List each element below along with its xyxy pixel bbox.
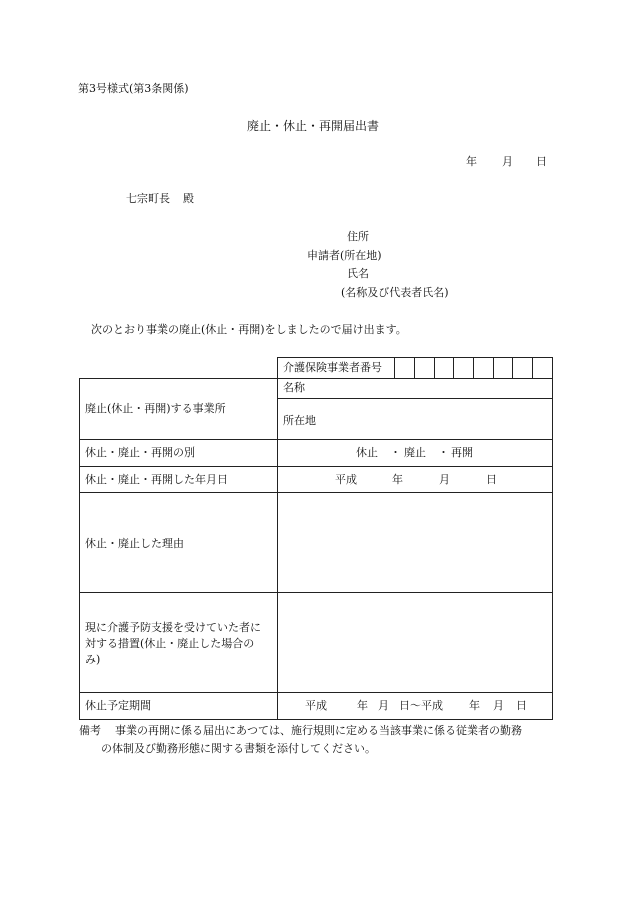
remarks-line-1: 事業の再開に係る届出にあつては、施行規則に定める当該事業に係る従業者の勤務 — [115, 724, 522, 737]
type-separator-1: ・ — [390, 446, 401, 459]
remarks-line-2: の体制及び勤務形態に関する書類を添付してください。 — [101, 742, 376, 755]
facility-label: 廃止(休止・再開)する事業所 — [85, 402, 226, 415]
provider-number-input[interactable] — [395, 358, 552, 378]
date-month-label: 月 — [502, 155, 513, 168]
document-title: 廃止・休止・再開届出書 — [247, 119, 380, 133]
measures-label-line-3: み) — [85, 653, 101, 666]
reason-input[interactable] — [278, 493, 552, 592]
name-note: (名称及び代表者氏名) — [341, 286, 449, 299]
addressee-name: 七宗町長 — [126, 192, 170, 205]
notification-form-table — [79, 357, 552, 719]
measures-label-line-2: 対する措置(休止・廃止した場合の — [85, 637, 255, 650]
measures-input[interactable] — [278, 593, 552, 692]
facility-name-label: 名称 — [283, 381, 305, 394]
period-day-2: 日 — [516, 699, 527, 712]
facility-location-label: 所在地 — [283, 414, 316, 427]
type-separator-2: ・ — [438, 446, 449, 459]
facility-location-input[interactable] — [325, 399, 551, 439]
intro-text: 次のとおり事業の廃止(休止・再開)をしましたので届け出ます。 — [91, 323, 407, 336]
reason-label: 休止・廃止した理由 — [85, 537, 184, 550]
date-row-era: 平成 — [335, 473, 357, 486]
address-label: 住所 — [347, 230, 369, 243]
period-month-2: 月 — [493, 699, 504, 712]
type-option-suspend[interactable]: 休止 — [356, 446, 378, 459]
period-era-start: 平成 — [305, 699, 327, 712]
name-label: 氏名 — [347, 267, 369, 280]
applicant-label: 申請者(所在地) — [307, 249, 382, 262]
facility-name-input[interactable] — [315, 379, 551, 398]
type-option-abolish[interactable]: 廃止 — [404, 446, 426, 459]
period-year-1: 年 — [357, 699, 368, 712]
date-day-label: 日 — [536, 155, 547, 168]
date-year-label: 年 — [466, 155, 477, 168]
type-option-resume[interactable]: 再開 — [451, 446, 473, 459]
provider-number-label: 介護保険事業者番号 — [283, 361, 382, 374]
form-number: 第3号様式(第3条関係) — [78, 82, 189, 95]
measures-label-line-1: 現に介護予防支援を受けていた者に — [85, 621, 261, 634]
remarks-heading: 備考 — [79, 724, 101, 737]
period-day-to: 日〜平成 — [399, 699, 443, 712]
period-label: 休止予定期間 — [85, 699, 151, 712]
addressee-honorific: 殿 — [183, 192, 194, 205]
period-year-2: 年 — [469, 699, 480, 712]
date-row-day: 日 — [486, 473, 497, 486]
period-month-1: 月 — [378, 699, 389, 712]
date-row-month: 月 — [439, 473, 450, 486]
date-row-label: 休止・廃止・再開した年月日 — [85, 473, 228, 486]
type-label: 休止・廃止・再開の別 — [85, 446, 195, 459]
date-row-year: 年 — [392, 473, 403, 486]
